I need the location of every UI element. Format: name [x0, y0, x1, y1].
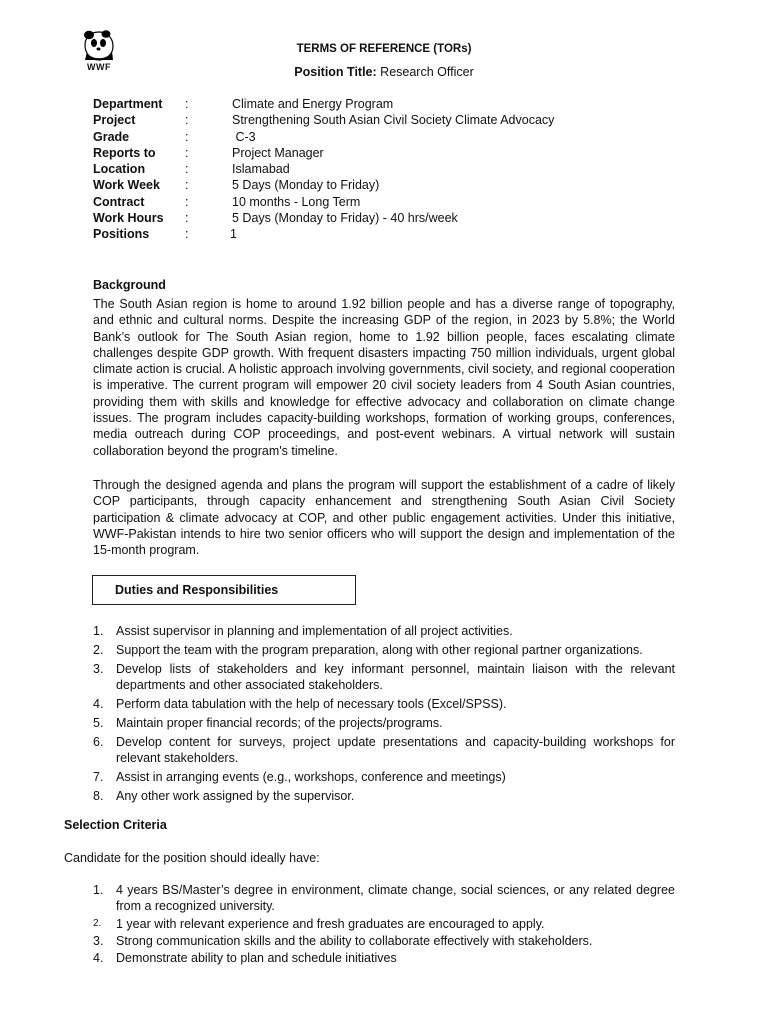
- list-number: 7.: [93, 769, 104, 784]
- list-number: 1.: [93, 883, 104, 897]
- detail-value: C-3: [232, 129, 256, 144]
- detail-key: Reports to: [93, 145, 156, 160]
- list-text: Assist supervisor in planning and implementation of all project activities.: [116, 624, 513, 638]
- detail-sep: :: [185, 178, 189, 193]
- duties-heading: Duties and Responsibilities: [115, 583, 279, 597]
- list-item: [93, 882, 675, 915]
- list-number: 6.: [93, 734, 104, 749]
- position-label: Position Title:: [294, 65, 377, 79]
- detail-key: Grade: [93, 129, 130, 144]
- list-item: [93, 734, 675, 767]
- detail-value: Project Manager: [232, 145, 324, 160]
- detail-key: Work Week: [93, 178, 160, 193]
- list-text: 4 years BS/Master’s degree in environment, climate change, social sciences, or any related degree from a recognized university.: [116, 883, 675, 914]
- background-paragraph-1: The South Asian region is home to around 1.92 billion people and has a diverse range of topography, and ethnic and cultural norms. Despite the increasing GDP of the region, in 2023 by 5.8%; the World Bank’s outlook for The South Asian region, home to 1.92 billion people, faces escalating climate challenges despite GDP growth. With frequent disasters impacting 750 million individuals, urgent global climate action is crucial. A holistic approach involving governments, civil society, and regional cooperation is imperative. The current program will empower 20 civil society leaders from 4 South Asian countries, providing them with skills and knowledge for effective advocacy and collaboration on climate change issues. The program includes capacity-building workshops, formation of working groups, conferences, media outreach during COP proceedings, and post-event webinars. A virtual network will sustain collaboration beyond the program's timeline.: [93, 297, 675, 458]
- list-number: 8.: [93, 788, 104, 803]
- list-item: [93, 769, 675, 785]
- list-item: [93, 642, 675, 658]
- list-item: [93, 788, 675, 804]
- list-number: 3.: [93, 661, 104, 676]
- list-number: 4.: [93, 951, 104, 966]
- list-text: Any other work assigned by the supervisor.: [116, 788, 355, 803]
- background-heading: Background: [93, 278, 166, 292]
- detail-value: Strengthening South Asian Civil Society Climate Advocacy: [232, 113, 555, 128]
- position-value: Research Officer: [380, 65, 474, 79]
- criteria-list: [93, 882, 675, 967]
- list-item: [93, 661, 675, 694]
- selection-heading: Selection Criteria: [64, 818, 167, 832]
- detail-value: Climate and Energy Program: [232, 97, 394, 111]
- detail-value: 1: [230, 227, 237, 242]
- detail-key: Location: [93, 162, 146, 177]
- detail-sep: :: [185, 211, 189, 226]
- detail-key: Positions: [93, 227, 150, 242]
- list-text: Demonstrate ability to plan and schedule initiatives: [116, 951, 397, 966]
- detail-sep: :: [185, 227, 189, 242]
- detail-value: 10 months - Long Term: [232, 194, 361, 209]
- duties-heading-box: [92, 575, 356, 605]
- detail-sep: :: [185, 194, 189, 209]
- list-number: 5.: [93, 715, 104, 730]
- list-item: [93, 715, 675, 731]
- detail-value: 5 Days (Monday to Friday): [232, 178, 380, 193]
- detail-sep: :: [185, 145, 189, 160]
- list-text: 1 year with relevant experience and fresh graduates are encouraged to apply.: [116, 916, 545, 931]
- list-item: [93, 696, 675, 712]
- document-title: TERMS OF REFERENCE (TORs): [296, 43, 472, 55]
- list-item: [93, 950, 675, 966]
- detail-sep: :: [185, 162, 189, 177]
- list-item: [93, 916, 675, 932]
- detail-key: Work Hours: [93, 211, 164, 226]
- selection-intro: Candidate for the position should ideally have:: [64, 851, 320, 865]
- detail-key: Project: [93, 113, 136, 128]
- list-number: 3.: [93, 933, 104, 948]
- list-text: Develop lists of stakeholders and key informant personnel, maintain liaison with the relevant departments and other associated stakeholders.: [116, 661, 675, 693]
- list-number: 2.: [93, 642, 104, 657]
- detail-value: Islamabad: [232, 162, 290, 177]
- list-item: [93, 933, 675, 949]
- list-text: Support the team with the program preparation, along with other regional partner organizations.: [116, 642, 643, 657]
- list-text: Perform data tabulation with the help of necessary tools (Excel/SPSS).: [116, 696, 507, 711]
- logo-text: WWF: [87, 62, 111, 72]
- list-text: Maintain proper financial records; of the projects/programs.: [116, 715, 443, 730]
- detail-sep: :: [185, 113, 189, 128]
- list-number: 1.: [93, 624, 104, 638]
- detail-value: 5 Days (Monday to Friday) - 40 hrs/week: [232, 211, 458, 226]
- detail-key: Department: [93, 97, 163, 111]
- list-number: 2.: [93, 917, 102, 929]
- list-number: 4.: [93, 696, 104, 711]
- list-text: Develop content for surveys, project update presentations and capacity-building workshops for relevant stakeholders.: [116, 734, 675, 766]
- position-title: [0, 65, 768, 79]
- duties-list: [93, 623, 675, 807]
- detail-key: Contract: [93, 194, 145, 209]
- detail-sep: :: [185, 129, 189, 144]
- list-text: Assist in arranging events (e.g., workshops, conference and meetings): [116, 769, 506, 784]
- background-paragraph-2: Through the designed agenda and plans the program will support the establishment of a cadre of likely COP participants, through capacity enhancement and strengthening South Asian Civil Society participation & climate advocacy at COP, and other public engagement activities. Under this initiative, WWF-Pakistan intends to hire two senior officers who will support the design and implementation of the 15-month program.: [93, 478, 675, 558]
- detail-sep: :: [185, 97, 189, 111]
- list-text: Strong communication skills and the ability to collaborate effectively with stakeholders.: [116, 933, 593, 948]
- list-item: [93, 623, 675, 639]
